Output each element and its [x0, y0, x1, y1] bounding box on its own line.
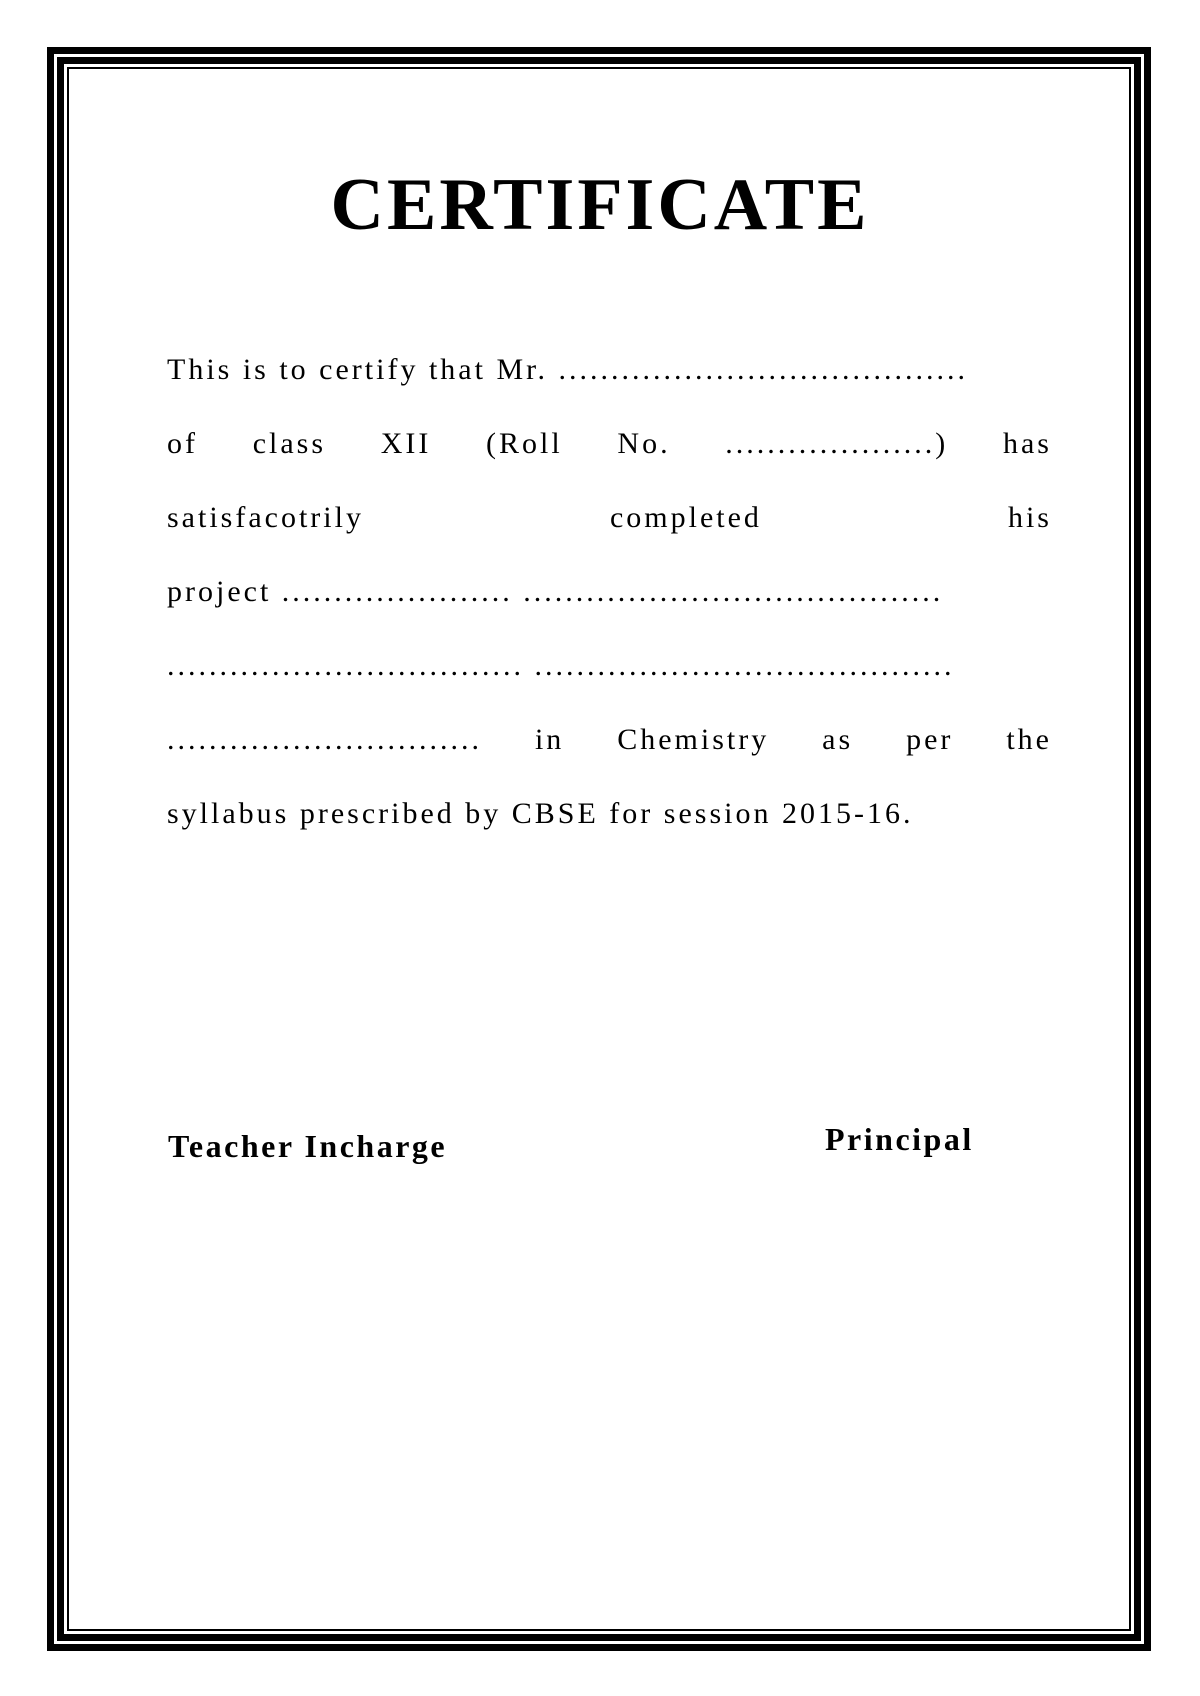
body-line-7-text: syllabus prescribed by CBSE for session 2015-16.: [167, 797, 914, 830]
body-line-2: [167, 422, 1052, 496]
word: the: [1006, 723, 1052, 756]
word: satisfacotrily: [167, 501, 364, 534]
word: No.: [617, 427, 671, 460]
project-blank: project ...................... ........................................: [167, 575, 944, 608]
word: XII: [380, 427, 432, 460]
word: per: [906, 723, 954, 756]
word: of: [167, 427, 198, 460]
word: (Roll: [486, 427, 563, 460]
body-line-1-text: This is to certify that Mr. .......................................: [167, 353, 968, 386]
word: Chemistry: [617, 723, 770, 756]
word: his: [1007, 501, 1052, 534]
roll-number-blank: ....................): [725, 427, 949, 460]
project-blank-end: ..............................: [167, 723, 482, 756]
certificate-title: CERTIFICATE: [330, 164, 870, 246]
body-line-4: [167, 570, 1052, 644]
project-blank-continued: .................................. ........................................: [167, 649, 955, 682]
teacher-incharge-signature-label: Teacher Incharge: [168, 1128, 448, 1164]
body-line-6: [167, 718, 1052, 792]
word: completed: [609, 501, 762, 534]
word: class: [252, 427, 327, 460]
body-line-3: [167, 496, 1052, 570]
word: as: [822, 723, 854, 756]
body-line-5: [167, 644, 1052, 718]
certificate-body: [167, 348, 1052, 866]
body-line-1: [167, 348, 1052, 422]
word: in: [534, 723, 565, 756]
word: has: [1002, 427, 1052, 460]
principal-signature-label: Principal: [825, 1121, 974, 1157]
body-line-7: [167, 792, 1052, 866]
